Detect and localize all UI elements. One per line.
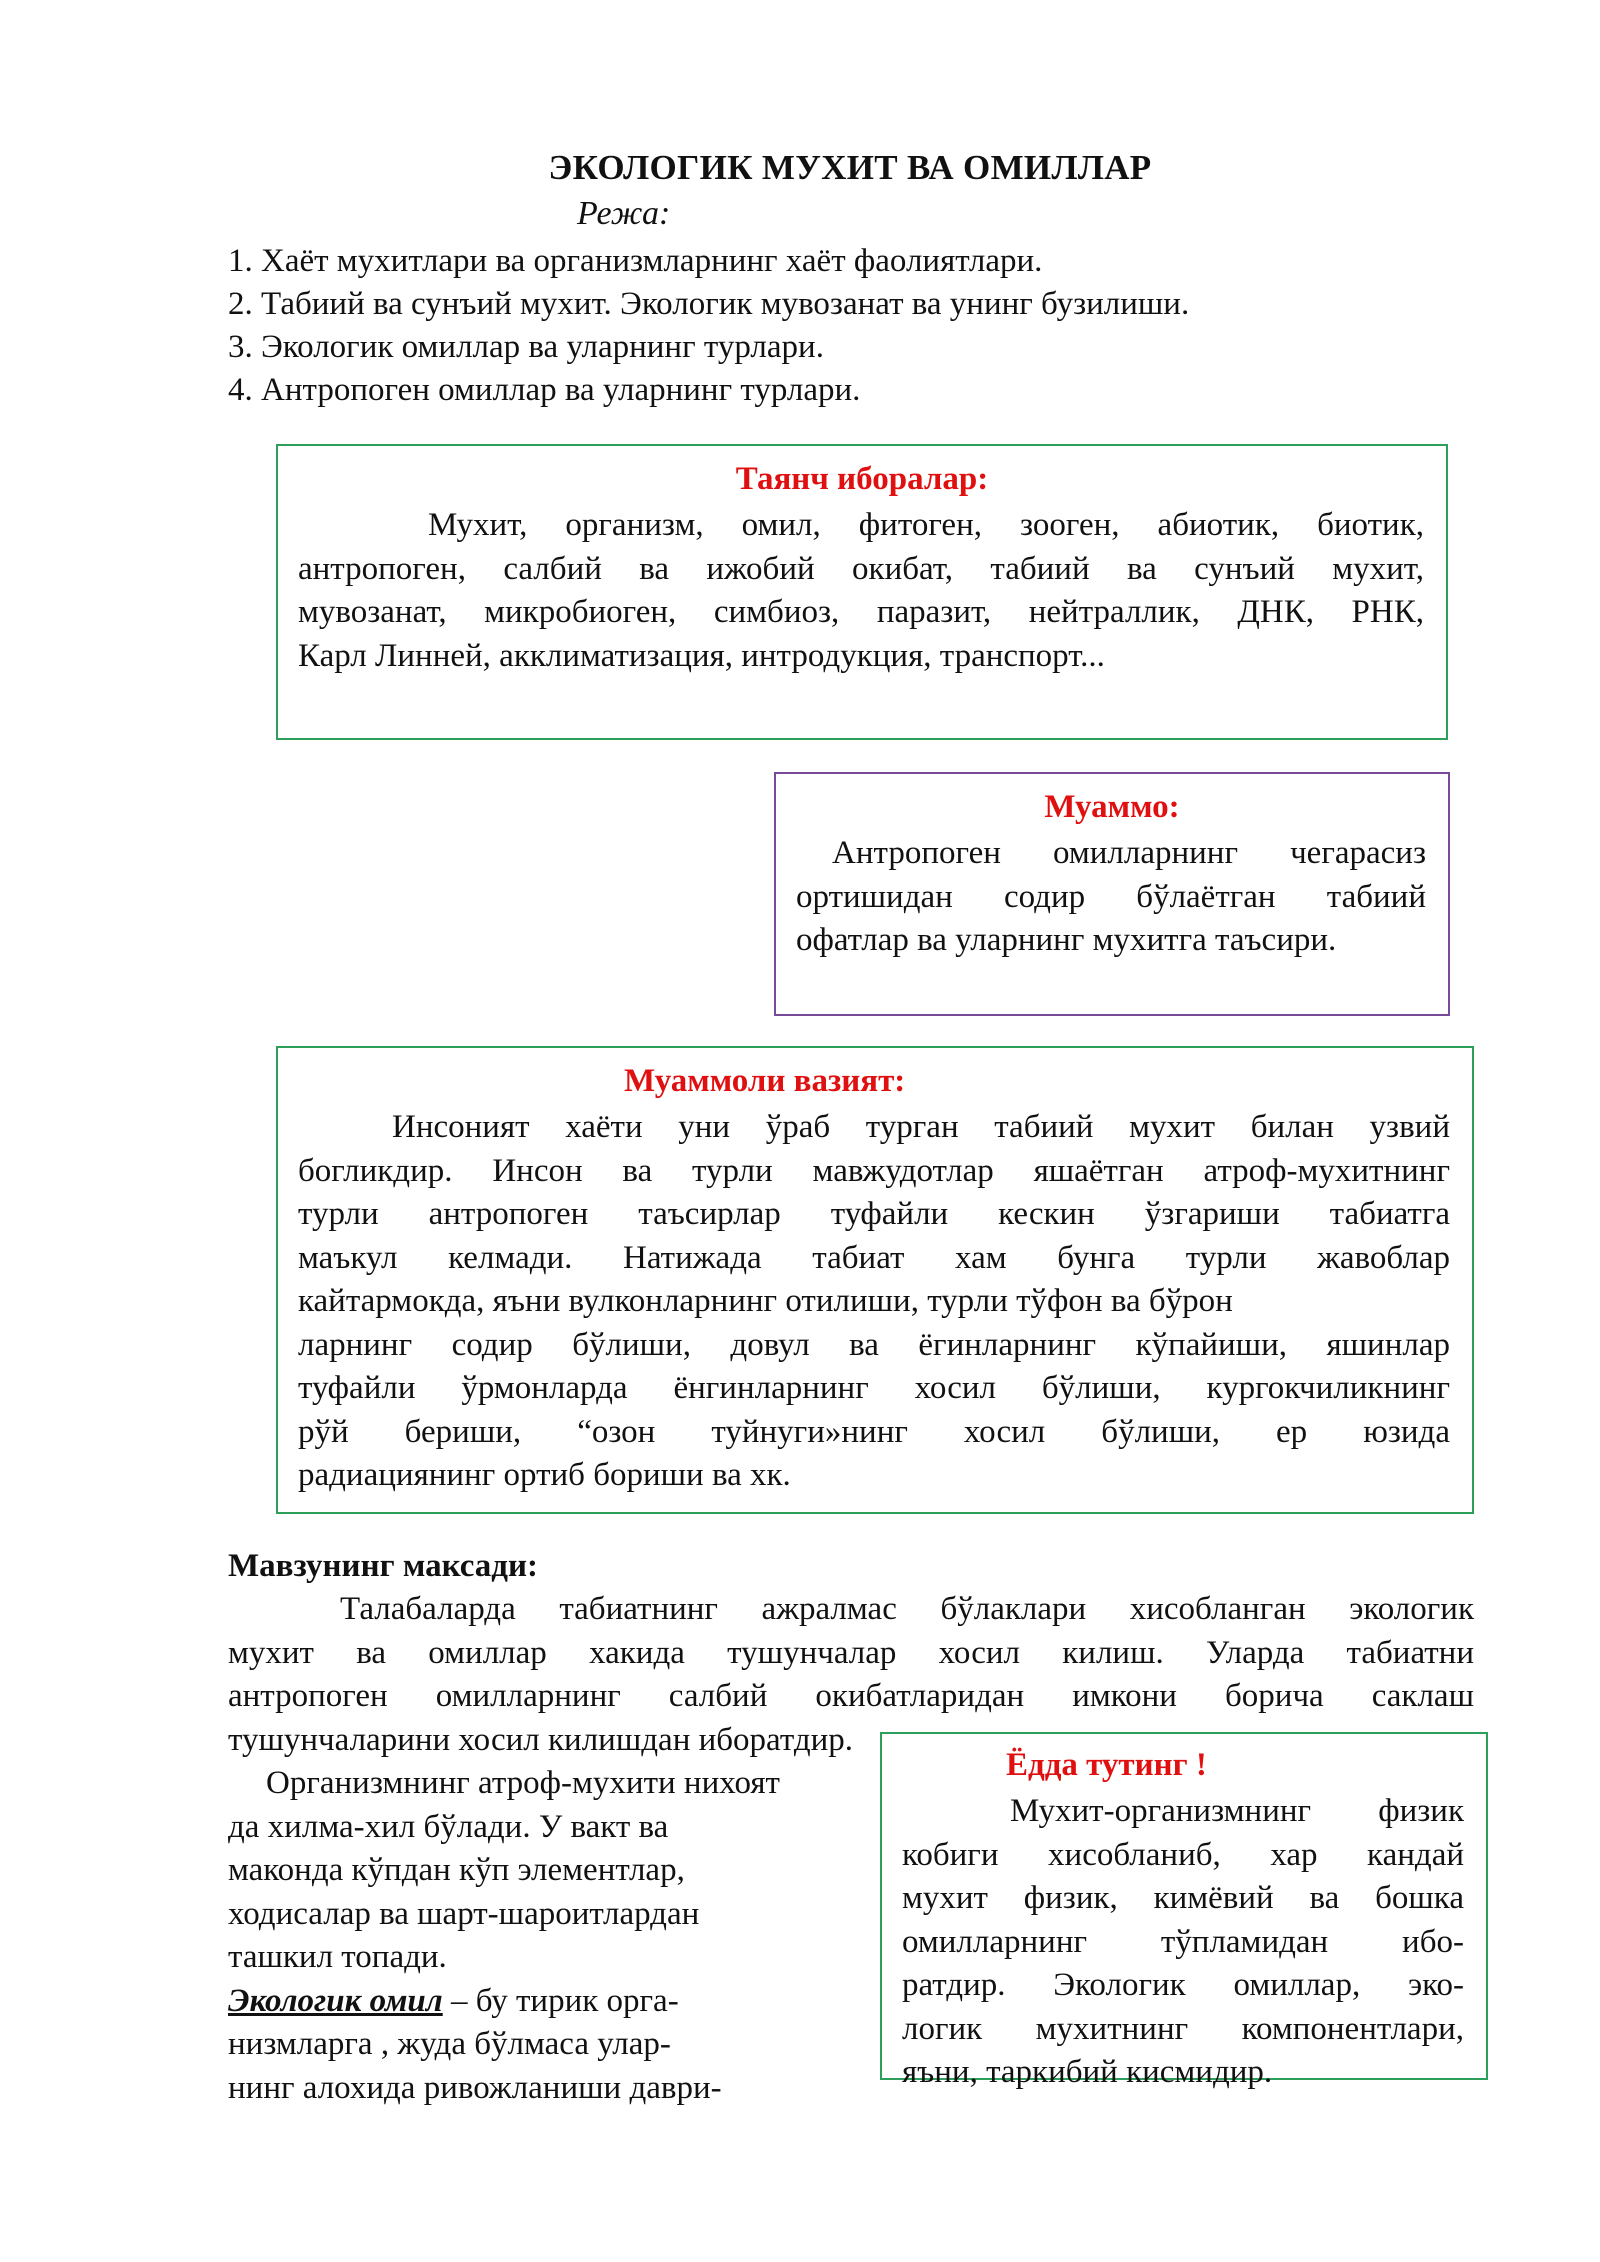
goal-line: Талабаларда табиатнинг ажралмас бўлаклари хисобланган экологик: [340, 1591, 1474, 1627]
problem-title: Муаммо:: [1044, 789, 1180, 825]
term-definition: – бу тирик орга-: [442, 1982, 679, 2019]
problem-situation-box: [276, 1046, 1474, 1514]
ecological-factor-term: Экологик омил: [228, 1982, 443, 2019]
body-text: [228, 1762, 868, 2110]
body-line: маконда кўпдан кўп элементлар,: [228, 1852, 685, 1888]
problem-situation-title: Муаммоли вазият:: [624, 1063, 906, 1099]
goal-line: мухит ва омиллар хакида тушунчалар хосил килиш. Уларда табиатни: [228, 1634, 1474, 1671]
situation-line: рўй бериши, “озон туйнуги»нинг хосил бўлиши, ер юзида: [298, 1413, 1450, 1450]
situation-line: маъкул келмади. Натижада табиат хам бунга турли жавоблар: [298, 1239, 1450, 1276]
remember-line: омилларнинг тўпламидан ибо-: [902, 1923, 1464, 1960]
body-line: низмларга , жуда бўлмаса улар-: [228, 2026, 671, 2062]
situation-line: туфайли ўрмонларда ёнгинларнинг хосил бўлиши, кургокчиликнинг: [298, 1370, 1450, 1406]
problem-text: [796, 832, 1426, 963]
goal-line: антропоген омилларнинг салбий окибатларидан имкони борича саклаш: [228, 1678, 1474, 1714]
situation-line: ларнинг содир бўлиши, довул ва ёгинларнинг кўпайиши, яшинлар: [298, 1326, 1450, 1363]
goal-heading: Мавзунинг максади:: [228, 1548, 539, 1584]
goal-line: тушунчаларини хосил килишдан иборатдир.: [228, 1721, 854, 1758]
key-terms-line: Карл Линней, акклиматизация, интродукция, транспорт...: [298, 637, 1105, 674]
problem-box: [774, 772, 1450, 1016]
remember-title: Ёдда тутинг !: [1006, 1747, 1207, 1783]
plan-label: Режа:: [577, 195, 671, 232]
remember-line: яъни, таркибий кисмидир.: [902, 2054, 1273, 2090]
remember-text: [902, 1790, 1464, 2095]
key-terms-text: [298, 504, 1424, 678]
situation-line: радиациянинг ортиб бориши ва хк.: [298, 1457, 791, 1493]
remember-line: Мухит-организмнинг физик: [1010, 1793, 1464, 1829]
page-title: ЭКОЛОГИК МУХИТ ВА ОМИЛЛАР: [548, 148, 1152, 187]
situation-line: турли антропоген таъсирлар туфайли кескин ўзгариши табиатга: [298, 1196, 1450, 1232]
body-line: нинг алохида ривожланиши даври-: [228, 2069, 722, 2106]
body-line: да хилма-хил бўлади. У вакт ва: [228, 1808, 669, 1845]
plan-item: 2. Табиий ва сунъий мухит. Экологик мувозанат ва унинг бузилиши.: [228, 286, 1190, 322]
remember-box: [880, 1732, 1488, 2090]
problem-line: Антропоген омилларнинг чегарасиз: [832, 835, 1426, 871]
remember-line: ратдир. Экологик омиллар, эко-: [902, 1967, 1464, 2003]
problem-line: офатлар ва уларнинг мухитга таъсири.: [796, 922, 1337, 958]
situation-line: кайтармокда, яъни вулконларнинг отилиши, турли тўфон ва бўрон: [298, 1283, 1233, 1319]
key-terms-line: антропоген, салбий ва ижобий окибат, табиий ва сунъий мухит,: [298, 550, 1424, 587]
plan-item: 4. Антропоген омиллар ва уларнинг турлари.: [228, 372, 861, 408]
body-line: ходисалар ва шарт-шароитлардан: [228, 1895, 700, 1932]
remember-line: кобиги хисобланиб, хар кандай: [902, 1836, 1464, 1873]
situation-line: богликдир. Инсон ва турли мавжудотлар яшаётган атроф-мухитнинг: [298, 1152, 1450, 1189]
plan-item: 1. Хаёт мухитлари ва организмларнинг хаёт фаолиятлари.: [228, 243, 1043, 279]
plan-item: 3. Экологик омиллар ва уларнинг турлари.: [228, 329, 824, 365]
situation-line: Инсоният хаёти уни ўраб турган табиий мухит билан узвий: [392, 1109, 1450, 1145]
key-terms-title: Таянч иборалар:: [735, 461, 989, 497]
key-terms-line: Мухит, организм, омил, фитоген, зооген, абиотик, биотик,: [428, 507, 1424, 543]
body-term-line: [228, 1980, 868, 2024]
problem-situation-text: [298, 1106, 1450, 1498]
remember-line: логик мухитнинг компонентлари,: [902, 2010, 1464, 2047]
remember-line: мухит физик, кимёвий ва бошка: [902, 1880, 1464, 1916]
body-line: ташкил топади.: [228, 1939, 447, 1975]
plan-list: [228, 240, 1189, 412]
problem-line: ортишидан содир бўлаётган табиий: [796, 878, 1426, 915]
key-terms-line: мувозанат, микробиоген, симбиоз, паразит, нейтраллик, ДНК, РНК,: [298, 594, 1424, 630]
body-line: Организмнинг атроф-мухити нихоят: [266, 1765, 780, 1801]
key-terms-box: [276, 444, 1448, 740]
